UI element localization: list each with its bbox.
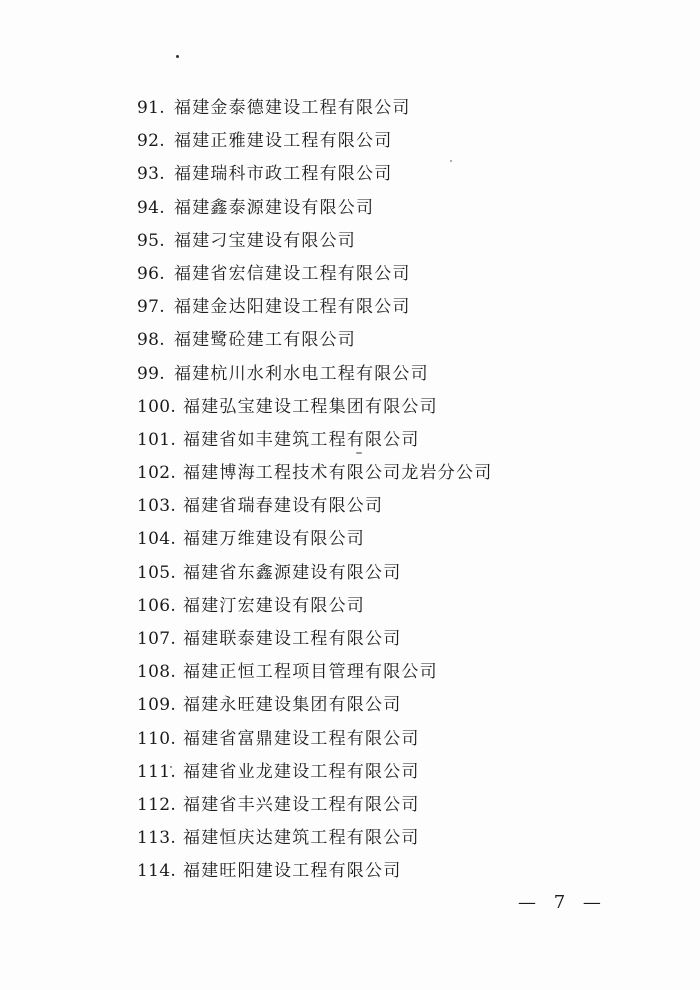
- list-item: [0, 656, 700, 689]
- list-item: [0, 557, 700, 590]
- list-item: [0, 490, 700, 523]
- company-name: 福建恒庆达建筑工程有限公司: [183, 828, 420, 849]
- item-number: 96.: [137, 263, 165, 284]
- company-name: 福建省宏信建设工程有限公司: [174, 263, 411, 284]
- company-name: 福建弘宝建设工程集团有限公司: [183, 396, 438, 417]
- item-number: 110.: [137, 728, 177, 749]
- list-item: [0, 623, 700, 656]
- item-number: 106.: [137, 595, 177, 616]
- company-name: 福建省东鑫源建设有限公司: [183, 562, 402, 583]
- item-number: 112.: [137, 794, 177, 815]
- company-name: 福建永旺建设集团有限公司: [183, 695, 402, 716]
- list-item: [0, 225, 700, 258]
- item-number: 98.: [137, 330, 165, 351]
- list-item: [0, 158, 700, 191]
- company-name: 福建省富鼎建设工程有限公司: [183, 728, 420, 749]
- item-number: 95.: [137, 230, 165, 251]
- scan-speck: [176, 55, 179, 58]
- list-item: [0, 125, 700, 158]
- list-item: [0, 590, 700, 623]
- item-number: 91.: [137, 98, 165, 118]
- item-number: 111.: [137, 761, 177, 782]
- item-number: 109.: [137, 695, 177, 716]
- item-number: 97.: [137, 297, 165, 318]
- item-number: 108.: [137, 662, 177, 683]
- company-list: [0, 92, 700, 889]
- item-number: 100.: [137, 396, 177, 417]
- list-item: [0, 457, 700, 490]
- company-name: 福建博海工程技术有限公司龙岩分公司: [183, 463, 493, 484]
- item-number: 102.: [137, 463, 177, 484]
- list-item: [0, 855, 700, 888]
- item-number: 92.: [137, 131, 165, 152]
- item-number: 107.: [137, 629, 177, 649]
- item-number: 114.: [137, 861, 177, 882]
- item-number: 94.: [137, 197, 165, 218]
- company-name: 福建刁宝建设有限公司: [174, 230, 356, 251]
- company-name: 福建联泰建设工程有限公司: [183, 629, 402, 649]
- company-name: 福建瑞科市政工程有限公司: [174, 164, 393, 185]
- list-item: [0, 192, 700, 225]
- list-item: [0, 424, 700, 457]
- company-name: 福建鹭砼建工有限公司: [174, 330, 356, 351]
- list-item: [0, 822, 700, 855]
- list-item: [0, 689, 700, 722]
- list-item: [0, 358, 700, 391]
- item-number: 101.: [137, 429, 177, 450]
- company-name: 福建正雅建设工程有限公司: [174, 131, 393, 152]
- company-name: 福建省业龙建设工程有限公司: [183, 761, 420, 782]
- company-name: 福建省如丰建筑工程有限公司: [183, 429, 420, 450]
- list-item: [0, 92, 700, 125]
- company-name: 福建万维建设有限公司: [183, 529, 365, 550]
- company-name: 福建杭川水利水电工程有限公司: [174, 363, 429, 384]
- list-item: [0, 291, 700, 324]
- company-name: 福建正恒工程项目管理有限公司: [183, 662, 438, 683]
- page-number: — 7 —: [518, 892, 607, 913]
- item-number: 113.: [137, 828, 177, 849]
- company-name: 福建金达阳建设工程有限公司: [174, 297, 411, 318]
- item-number: 104.: [137, 529, 177, 550]
- company-name: 福建省瑞春建设有限公司: [183, 496, 384, 517]
- list-item: [0, 391, 700, 424]
- list-item: [0, 523, 700, 556]
- list-item: [0, 789, 700, 822]
- company-name: 福建汀宏建设有限公司: [183, 595, 365, 616]
- list-item: [0, 258, 700, 291]
- list-item: [0, 324, 700, 357]
- list-item: [0, 723, 700, 756]
- item-number: 99.: [137, 363, 165, 384]
- company-name: 福建鑫泰源建设有限公司: [174, 197, 375, 218]
- company-name: 福建省丰兴建设工程有限公司: [183, 794, 420, 815]
- item-number: 105.: [137, 562, 177, 583]
- list-item: [0, 756, 700, 789]
- item-number: 103.: [137, 496, 177, 517]
- item-number: 93.: [137, 164, 165, 185]
- company-name: 福建旺阳建设工程有限公司: [183, 861, 402, 882]
- company-name: 福建金泰德建设工程有限公司: [174, 98, 411, 118]
